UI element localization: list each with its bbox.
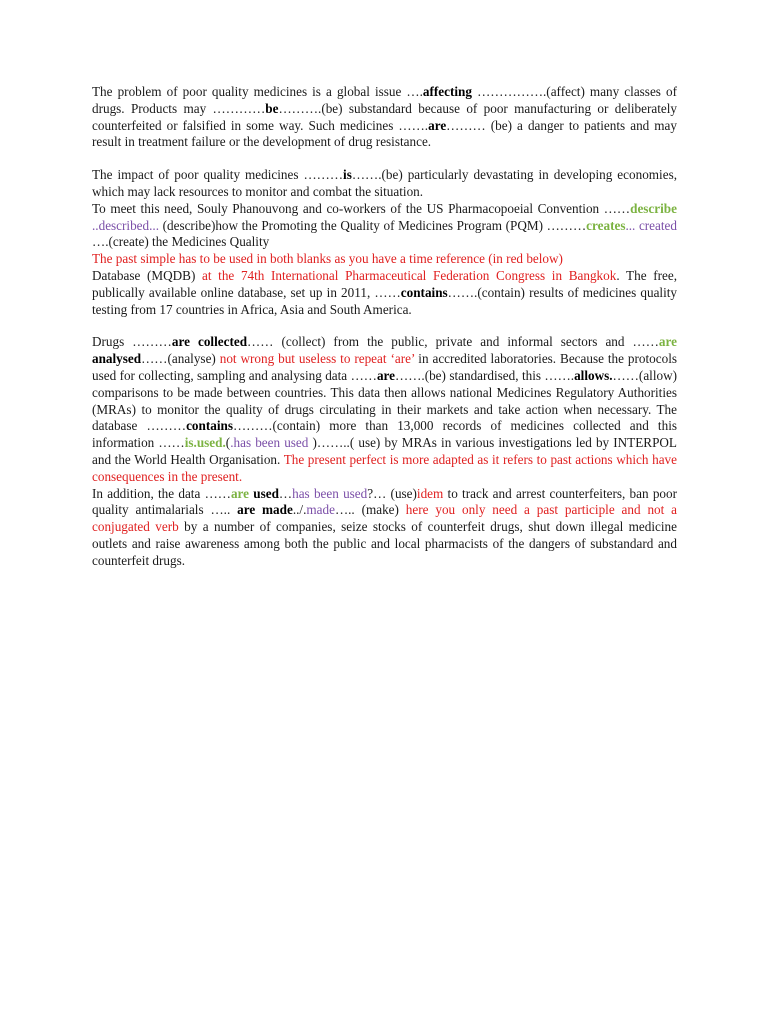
document-page <box>92 84 677 570</box>
student-answer: is.used. <box>184 435 226 451</box>
paragraph-p3 <box>92 201 677 251</box>
text-run: ……….(be) substandard because of poor manufacturing or deliberately counterfeited or falsified in some way. Such medicines ……. <box>92 100 677 133</box>
student-answer: describe <box>630 200 677 216</box>
text-run: ….(create) the Medicines Quality <box>92 234 270 250</box>
teacher-comment: not wrong but useless to repeat ‘are’ <box>219 351 415 367</box>
text-run: ……(allow) comparisons to be made between countries. This data then allows national Medicines Regulatory Authorities (MRAs) to monitor the quality of drugs circulating in their markets and take action when necessary. The database ……… <box>92 367 678 434</box>
text-run: Drugs ……… <box>92 334 172 350</box>
teacher-comment: idem <box>416 485 444 501</box>
text-run: ……… (be) a danger to patients and may result in treatment failure or the development of drug resistance. <box>92 117 678 150</box>
filled-answer: analysed <box>92 351 142 367</box>
paragraph-p1 <box>92 84 677 151</box>
teacher-comment: at the 74th International Pharmaceutical Federation Congress in Bangkok <box>202 267 617 283</box>
text-run: )……..( use) by MRAs in various investigations led by INTERPOL and the World Health Organisation. <box>92 435 677 467</box>
filled-answer: be <box>265 100 279 116</box>
text-run: to track and arrest counterfeiters, ban poor quality antimalarials ….. <box>92 485 677 518</box>
text-run: ../. <box>292 502 307 518</box>
text-run: …………….(affect) many classes of drugs. Products may ………… <box>92 84 677 116</box>
student-answer: are <box>658 334 677 350</box>
teacher-comment: The past simple has to be used in both blanks as you have a time reference (in red below) <box>92 251 563 267</box>
paragraph-p6 <box>92 334 677 485</box>
text-run: …….(be) standardised, this ……. <box>395 367 575 383</box>
filled-answer: used <box>253 485 279 501</box>
filled-answer: affecting <box>422 84 472 99</box>
teacher-correction: made <box>306 502 335 518</box>
text-run: The problem of poor quality medicines is a global issue …. <box>92 84 423 99</box>
paragraph-p4 <box>92 251 677 268</box>
filled-answer: allows. <box>574 367 613 383</box>
teacher-correction: has been used <box>292 485 368 501</box>
paragraph-p2 <box>92 167 677 201</box>
student-answer: creates <box>586 217 626 233</box>
teacher-comment: here you only need a past participle and not a conjugated verb <box>92 502 678 535</box>
text-run: ……(analyse) <box>141 351 220 367</box>
text-run: …….(be) particularly devastating in developing economies, which may lack resources to monitor and combat the situation. <box>92 167 677 199</box>
text-run: …… (collect) from the public, private and informal sectors and …… <box>247 334 659 350</box>
filled-answer: are <box>376 367 396 383</box>
teacher-correction: ... created <box>625 217 678 233</box>
text-run: . The free, publically available online database, set up in 2011, …… <box>92 267 677 300</box>
text-run: ….. (make) <box>334 502 406 518</box>
text-run: (describe)how the Promoting the Quality of Medicines Program (PQM) ……… <box>159 217 587 233</box>
paragraph-p5 <box>92 268 677 318</box>
teacher-comment: The present perfect is more adapted as it refers to past actions which have consequences in the present. <box>92 451 677 484</box>
text-run: … <box>278 485 293 501</box>
student-answer: are <box>230 485 250 501</box>
filled-answer: contains <box>186 418 233 434</box>
text-run: The impact of poor quality medicines ……… <box>92 167 344 183</box>
text-run: ………(contain) more than 13,000 records of medicines collected and this information …… <box>92 418 677 451</box>
paragraph-p7 <box>92 486 677 570</box>
teacher-correction: .has been used <box>230 435 309 451</box>
text-run: To meet this need, Souly Phanouvong and co-workers of the US Pharmacopoeial Convention …… <box>92 200 631 216</box>
filled-answer: are collected <box>171 334 248 350</box>
teacher-correction: ..described... <box>92 217 160 233</box>
filled-answer: are made <box>237 502 293 518</box>
text-run: In addition, the data …… <box>92 485 231 501</box>
filled-answer: is <box>343 167 352 183</box>
text-run: ( <box>225 435 231 451</box>
text-run: Database (MQDB) <box>92 267 202 283</box>
filled-answer: are <box>428 117 447 133</box>
text-run: …….(contain) results of medicines quality testing from 17 countries in Africa, Asia and South America. <box>92 284 678 317</box>
filled-answer: contains <box>400 284 448 300</box>
text-run: ?… (use) <box>367 485 417 501</box>
text-run: in accredited laboratories. Because the protocols used for collecting, sampling and analysing data …… <box>92 351 677 383</box>
text-run: by a number of companies, seize stocks of counterfeit drugs, shut down illegal medicine outlets and raise awareness among both the public and local pharmacists of the dangers of substandard and counterfeit drugs. <box>92 519 677 568</box>
